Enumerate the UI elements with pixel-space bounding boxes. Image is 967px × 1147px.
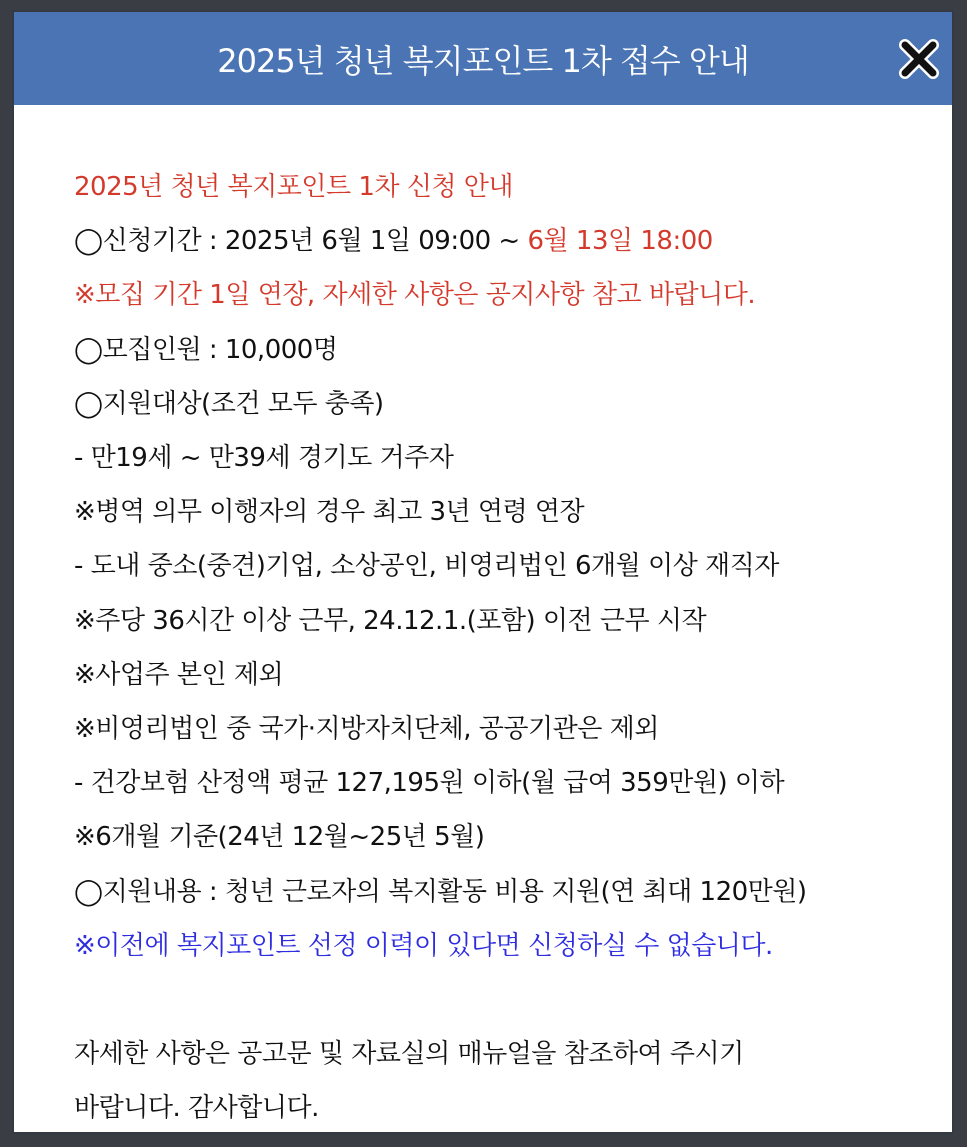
- application-period-label: ◯신청기간 : 2025년 6월 1일 09:00 ~: [74, 226, 528, 257]
- eligibility-heading: ◯지원대상(조건 모두 충족): [74, 388, 384, 419]
- extension-notice: ※모집 기간 1일 연장, 자세한 사항은 공지사항 참고 바랍니다.: [74, 280, 756, 311]
- eligibility-employment: - 도내 중소(중견)기업, 소상공인, 비영리법인 6개월 이상 재직자: [74, 551, 779, 582]
- popup-body: [74, 160, 942, 1135]
- close-button[interactable]: [896, 36, 942, 82]
- close-icon: [896, 36, 942, 82]
- period-basis-note: ※6개월 기준(24년 12월~25년 5월): [74, 822, 485, 853]
- spacer: [74, 973, 942, 1027]
- eligibility-insurance: - 건강보험 산정액 평균 127,195원 이하(월 급여 359만원) 이하: [74, 768, 785, 799]
- prior-selection-notice: ※이전에 복지포인트 선정 이력이 있다면 신청하실 수 없습니다.: [74, 930, 773, 961]
- working-hours-note: ※주당 36시간 이상 근무, 24.12.1.(포함) 이전 근무 시작: [74, 605, 707, 636]
- notice-popup: [12, 10, 954, 1134]
- popup-title: 2025년 청년 복지포인트 1차 접수 안내: [217, 41, 749, 80]
- recruit-count: ◯모집인원 : 10,000명: [74, 334, 338, 365]
- notice-heading: 2025년 청년 복지포인트 1차 신청 안내: [74, 172, 514, 202]
- owner-exclusion-note: ※사업주 본인 제외: [74, 659, 284, 690]
- support-content: ◯지원내용 : 청년 근로자의 복지활동 비용 지원(연 최대 120만원): [74, 876, 807, 907]
- eligibility-age: - 만19세 ~ 만39세 경기도 거주자: [74, 443, 454, 474]
- popup-header: [14, 12, 952, 105]
- military-note: ※병역 의무 이행자의 경우 최고 3년 연령 연장: [74, 497, 585, 528]
- footer-line-2: 바랍니다. 감사합니다.: [74, 1093, 319, 1124]
- public-org-exclusion-note: ※비영리법인 중 국가·지방자치단체, 공공기관은 제외: [74, 714, 659, 745]
- footer-line-1: 자세한 사항은 공고문 및 자료실의 매뉴얼을 참조하여 주시기: [74, 1039, 744, 1070]
- application-period: [74, 214, 942, 268]
- application-deadline: 6월 13일 18:00: [527, 226, 713, 257]
